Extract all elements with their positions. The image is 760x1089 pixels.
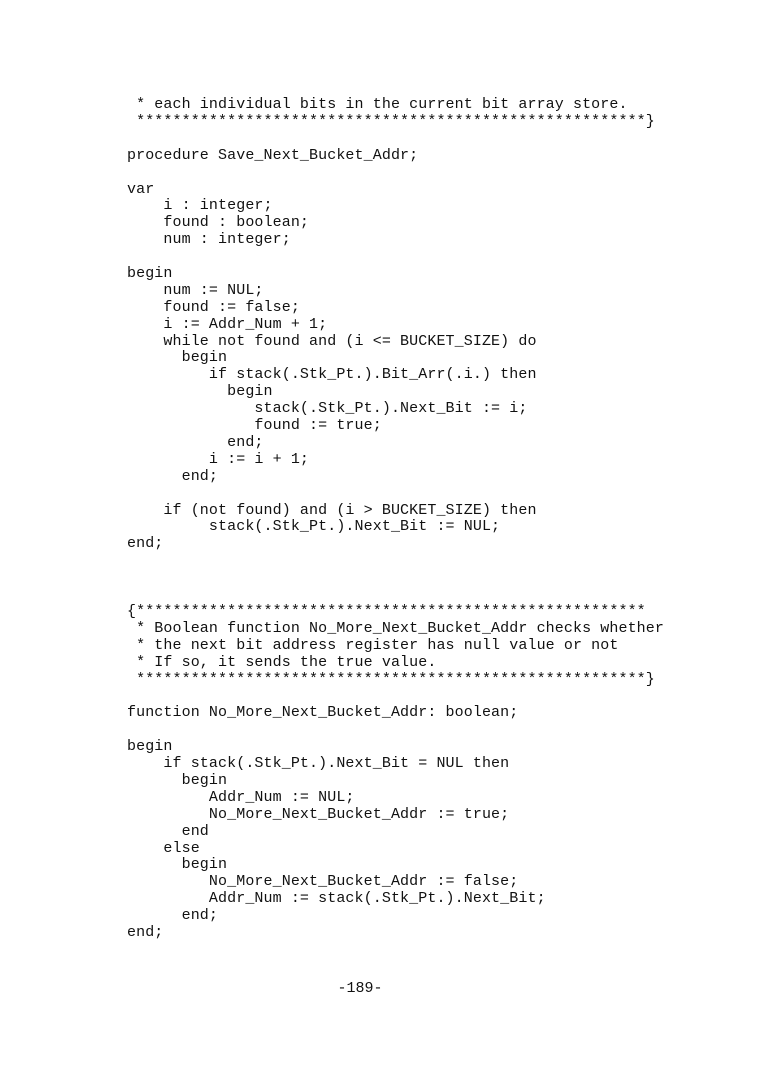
code-line: * If so, it sends the true value. xyxy=(127,654,437,671)
code-line: {******************************************************** xyxy=(127,603,646,620)
code-line: else xyxy=(127,840,200,857)
code-line: if stack(.Stk_Pt.).Bit_Arr(.i.) then xyxy=(127,366,537,383)
code-line: i := Addr_Num + 1; xyxy=(127,316,328,333)
code-line: i := i + 1; xyxy=(127,451,310,468)
code-line: * each individual bits in the current bit array store. xyxy=(127,96,628,113)
code-line: found := true; xyxy=(127,417,382,434)
code-line: if stack(.Stk_Pt.).Next_Bit = NUL then xyxy=(127,755,510,772)
page-number: -189- xyxy=(337,980,383,997)
code-line: stack(.Stk_Pt.).Next_Bit := i; xyxy=(127,400,528,417)
code-line: i : integer; xyxy=(127,197,273,214)
code-line: end xyxy=(127,823,209,840)
code-line: Addr_Num := stack(.Stk_Pt.).Next_Bit; xyxy=(127,890,546,907)
code-line: begin xyxy=(127,265,173,282)
code-line: num : integer; xyxy=(127,231,291,248)
code-line: * Boolean function No_More_Next_Bucket_Addr checks whether xyxy=(127,620,664,637)
code-line: while not found and (i <= BUCKET_SIZE) do xyxy=(127,333,537,350)
code-line: No_More_Next_Bucket_Addr := true; xyxy=(127,806,510,823)
code-line: Addr_Num := NUL; xyxy=(127,789,355,806)
code-line: begin xyxy=(127,383,273,400)
code-line: ********************************************************} xyxy=(127,113,655,130)
code-line: begin xyxy=(127,738,173,755)
code-line: * the next bit address register has null value or not xyxy=(127,637,619,654)
code-line: found := false; xyxy=(127,299,300,316)
code-line: function No_More_Next_Bucket_Addr: boolean; xyxy=(127,704,519,721)
code-line: begin xyxy=(127,349,228,366)
code-line: end; xyxy=(127,907,219,924)
code-line: stack(.Stk_Pt.).Next_Bit := NUL; xyxy=(127,518,501,535)
code-line: No_More_Next_Bucket_Addr := false; xyxy=(127,873,519,890)
code-line: var xyxy=(127,181,155,198)
code-line: begin xyxy=(127,772,228,789)
code-line: begin xyxy=(127,856,228,873)
code-line: end; xyxy=(127,468,219,485)
code-line: num := NUL; xyxy=(127,282,264,299)
code-line: if (not found) and (i > BUCKET_SIZE) then xyxy=(127,502,537,519)
code-line: end; xyxy=(127,434,264,451)
code-line: found : boolean; xyxy=(127,214,310,231)
code-line: ********************************************************} xyxy=(127,671,655,688)
code-line: procedure Save_Next_Bucket_Addr; xyxy=(127,147,419,164)
code-line: end; xyxy=(127,535,164,552)
code-line: end; xyxy=(127,924,164,941)
